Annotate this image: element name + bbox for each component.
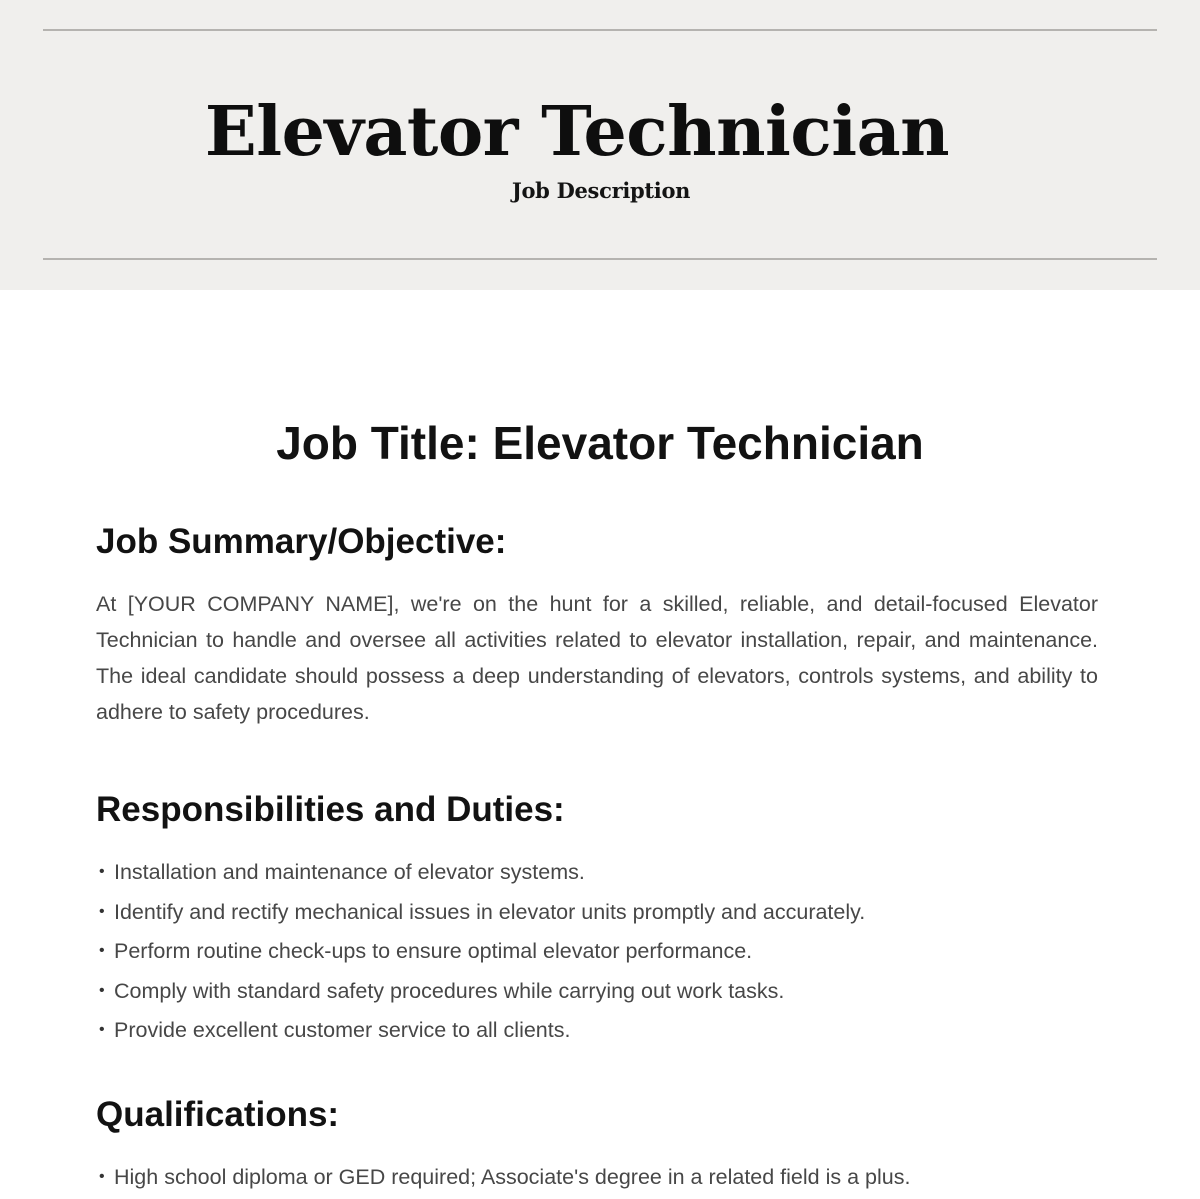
bullet-icon: • (99, 902, 105, 920)
bullet-icon: • (99, 981, 105, 999)
bullet-icon: • (99, 863, 105, 880)
list-item-text: Comply with standard safety procedures while carrying out work tasks. (114, 978, 785, 1003)
bullet-icon: • (99, 1168, 105, 1185)
qualifications-heading: Qualifications: (96, 1095, 340, 1134)
list-item (96, 894, 1098, 934)
duties-heading: Responsibilities and Duties: (96, 790, 565, 829)
list-item (96, 933, 1098, 973)
bullet-icon: • (99, 1021, 105, 1038)
list-item (96, 1012, 1098, 1052)
document-subtitle: Job Description (511, 178, 691, 203)
duties-list (96, 854, 1098, 1052)
list-item (96, 854, 1098, 894)
list-item-text: Provide excellent customer service to all clients. (114, 1018, 571, 1042)
bullet-icon: • (99, 942, 105, 959)
list-item-text: Identify and rectify mechanical issues in elevator units promptly and accurately. (114, 899, 866, 924)
header-top-divider (43, 29, 1157, 31)
document-header (0, 0, 1200, 290)
list-item (96, 1159, 1098, 1199)
list-item-text: High school diploma or GED required; Associate's degree in a related field is a plus. (114, 1165, 911, 1189)
summary-heading: Job Summary/Objective: (96, 522, 507, 561)
document-title: Elevator Technician (204, 92, 950, 172)
job-title-heading: Job Title: Elevator Technician (276, 417, 924, 469)
qualifications-list (96, 1159, 1098, 1199)
list-item-text: Perform routine check-ups to ensure optimal elevator performance. (114, 939, 753, 963)
list-item-text: Installation and maintenance of elevator systems. (114, 860, 585, 884)
list-item (96, 973, 1098, 1013)
summary-paragraph: At [YOUR COMPANY NAME], we're on the hunt for a skilled, reliable, and detail-focused Elevator Technician to handle and oversee all activities related to elevator installation, repair, and maintenance. The ideal candidate should possess a deep understanding of elevators, controls systems, and ability to adhere to safety procedures. (96, 592, 1098, 724)
header-bottom-divider (43, 258, 1157, 260)
